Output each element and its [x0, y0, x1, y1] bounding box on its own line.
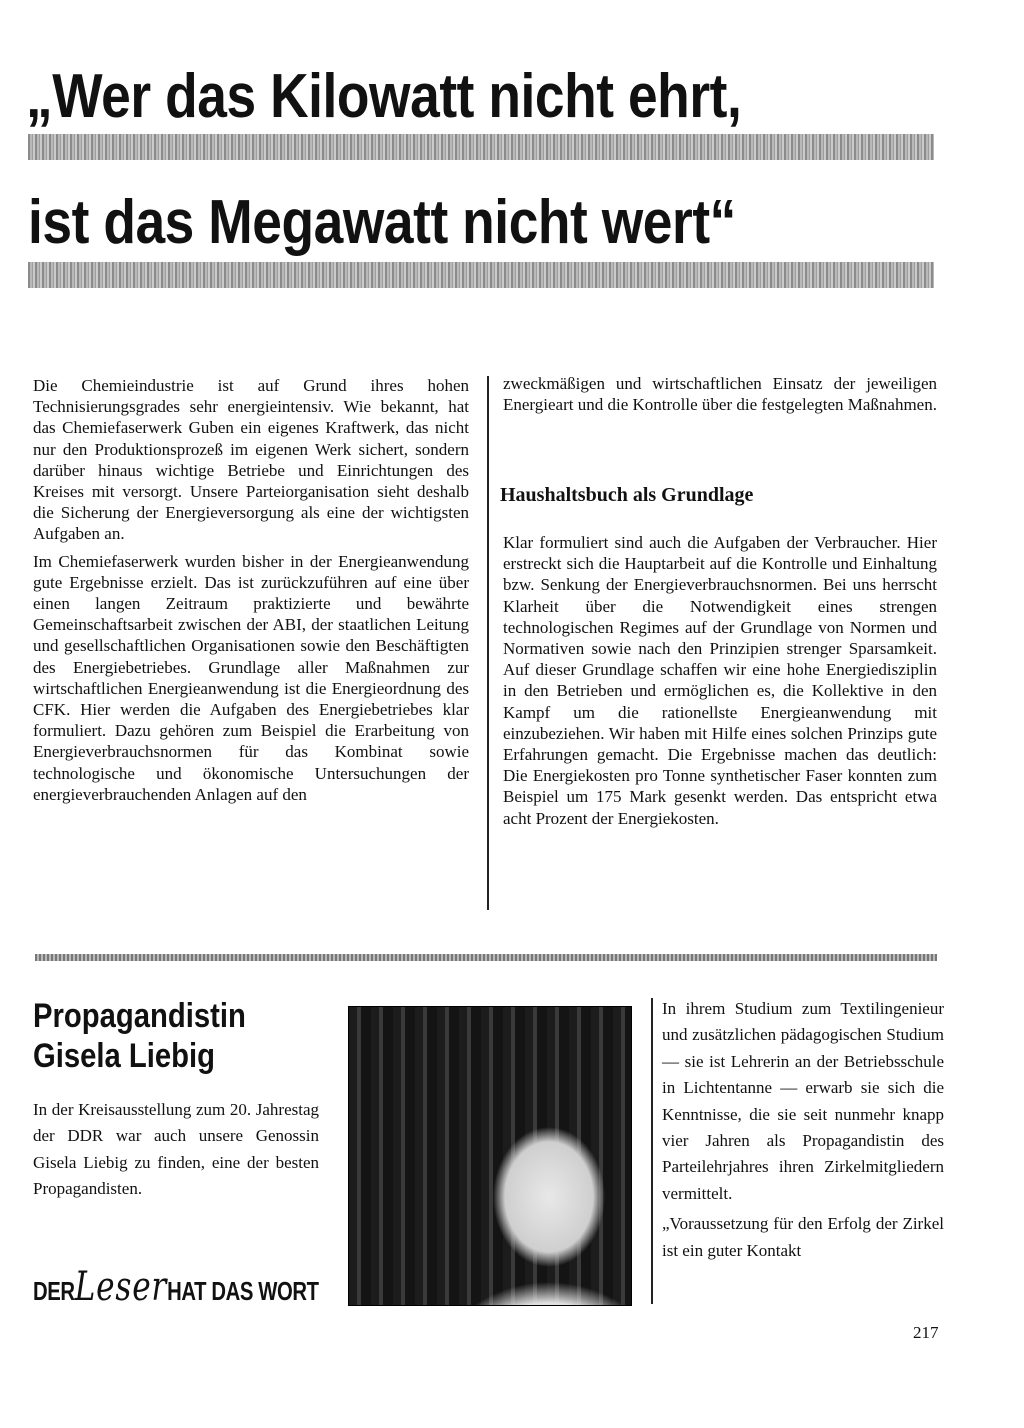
headline-rule-1 [28, 134, 934, 160]
leser-hat-das-wort-logo [33, 1264, 319, 1310]
column-divider [487, 376, 489, 910]
article1-right-intro: zweckmäßigen und wirtschaftlichen Einsatz der jeweiligen Energieart und die Kontrolle über die festgelegten Maßnahmen. [503, 374, 937, 415]
article2-title-line-1: Propagandistin [33, 997, 246, 1035]
article2-paragraph-2: „Voraussetzung für den Erfolg der Zirkel ist ein guter Kontakt [662, 1214, 944, 1260]
article1-paragraph-2: Im Chemiefaserwerk wurden bisher in der Energieanwendung gute Ergebnisse erzielt. Das ist zurückzuführen auf eine über einen langen Zeitraum praktizierte und bewährte Gemeinschaftsarbeit zwischen der ABI, der staatlichen Leitung und gesellschaftlichen Organisationen sowie den Beschäftigten des Energiebetriebes. Grundlage aller Maßnahmen zur wirtschaftlichen Energieanwendung ist die Energieordnung des CFK. Hier werden die Aufgaben des Energiebetriebes klar formuliert. Dazu gehören zum Beispiel die Erarbeitung von Energieverbrauchsnormen für das Kombinat sowie technologische und ökonomische Untersuchungen der energieverbrauchenden Anlagen auf den [33, 551, 469, 804]
logo-script: Leser [74, 1264, 168, 1310]
logo-part-2: HAT DAS WORT [167, 1276, 319, 1306]
logo-part-1: DER [33, 1276, 75, 1306]
headline-line-1: „Wer das Kilowatt nicht ehrt, [26, 62, 742, 131]
headline-line-2: ist das Megawatt nicht wert“ [28, 188, 736, 257]
article1-subheading: Haushaltsbuch als Grundlage [500, 484, 754, 506]
portrait-photo [348, 1006, 632, 1306]
article2-divider [651, 998, 653, 1304]
article1-left-column [33, 375, 469, 811]
article2-right-column [662, 996, 944, 1268]
article1-right-column: Klar formuliert sind auch die Aufgaben der Verbraucher. Hier erstreckt sich die Hauptarbeit auf die Kontrolle und Einhaltung bzw. Senkung der Energieverbrauchsnormen. Bei uns herrscht Klarheit über die Notwendigkeit eines strengen technologischen Regimes auf der Grundlage von Normen und Normativen sowie nach den Prinzipien strenger Sparsamkeit. Auf dieser Grundlage schaffen wir eine hohe Energiedisziplin in den Betrieben und ermöglichen es, die Kollektive in den Kampf um die rationellste Energieanwendung mit einzubeziehen. Wir haben mit Hilfe eines solchen Prinzips gute Erfahrungen gemacht. Die Ergebnisse machen das deutlich: Die Energiekosten pro Tonne synthetischer Faser konnten zum Beispiel um 175 Mark gesenkt werden. Das entspricht etwa acht Prozent der Energiekosten. [503, 533, 937, 828]
headline-rule-2 [28, 262, 934, 288]
article2-paragraph-1: In ihrem Studium zum Textilingenieur und zusätzlichen pädagogischen Studium — sie ist Lehrerin an der Betriebsschule in Lichtentanne — erwarb sie sich die Kenntnisse, die sie seit nunmehr knapp vier Jahren als Propagandistin des Parteilehrjahres ihren Zirkelmitgliedern vermittelt. [662, 999, 944, 1203]
section-separator [35, 954, 937, 961]
page-number: 217 [913, 1323, 939, 1342]
article2-intro: In der Kreisausstellung zum 20. Jahrestag der DDR war auch unsere Genossin Gisela Liebig zu finden, eine der besten Propagandisten. [33, 1100, 319, 1199]
article1-paragraph-1: Die Chemieindustrie ist auf Grund ihres hohen Technisierungsgrades sehr energieintensiv. Wie bekannt, hat das Chemiefaserwerk Guben ein eigenes Kraftwerk, das nicht nur den Produktionsprozeß im eigenen Werk sichert, sondern darüber hinaus wichtige Betriebe und Einrichtungen des Kreises mit versorgt. Unsere Parteiorganisation sieht deshalb die Sicherung der Energieversorgung als eine der wichtigsten Aufgaben an. [33, 376, 469, 544]
article2-title-line-2: Gisela Liebig [33, 1037, 215, 1075]
